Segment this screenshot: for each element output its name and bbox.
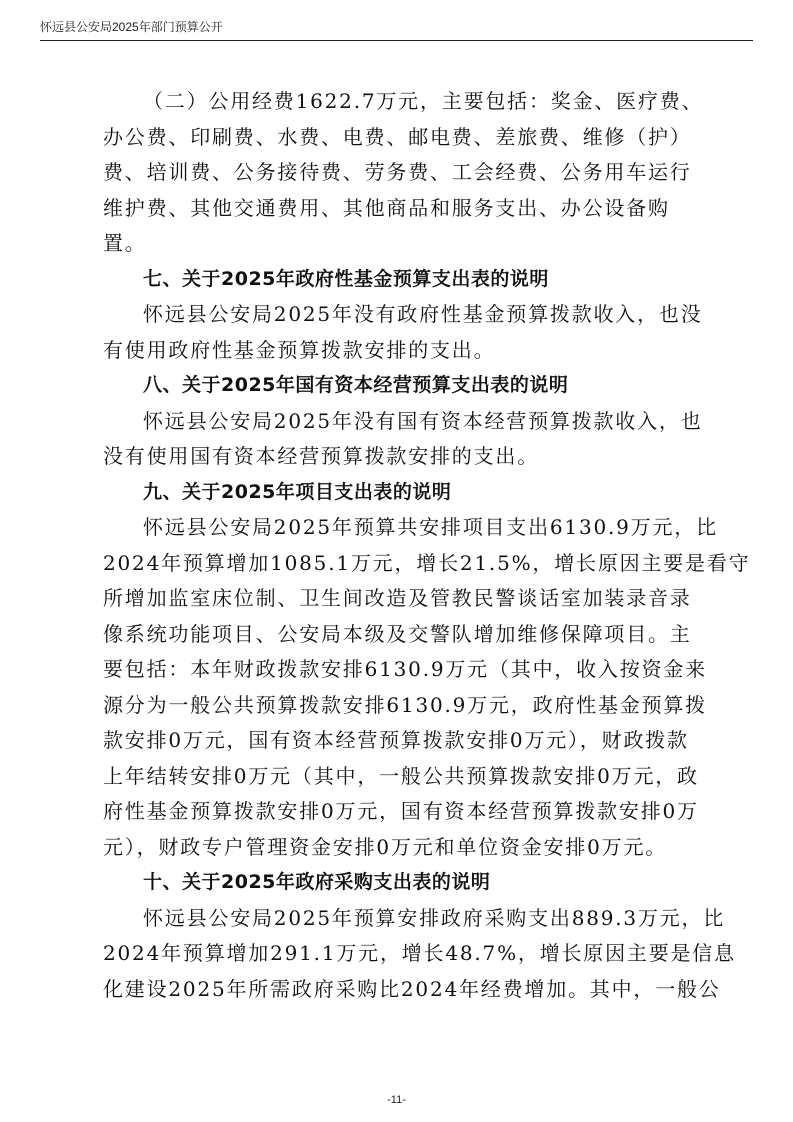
paragraph-state-capital (103, 404, 703, 475)
paragraph-project-expenditure (103, 510, 751, 865)
section-heading-ten: 十、关于2025年政府采购支出表的说明 (143, 871, 491, 893)
text-line: 维护费、其他交通费用、其他商品和服务支出、办公设备购 (103, 195, 670, 220)
text-line: 没有使用国有资本经营预算拨款安排的支出。 (103, 444, 539, 468)
page-header (40, 14, 753, 41)
text-line: 所增加监室床位制、卫生间改造及管教民警谈话室加装录音录 (103, 586, 692, 610)
paragraph-government-fund (103, 297, 703, 368)
text-line: 怀远县公安局2025年预算安排政府采购支出889.3万元，比 (143, 905, 726, 930)
text-line: 费、培训费、公务接待费、劳务费、工会经费、公务用车运行 (103, 160, 692, 184)
text-line: 府性基金预算拨款安排0万元，国有资本经营预算拨款安排0万 (103, 799, 699, 823)
text-line: 像系统功能项目、公安局本级及交警队增加维修保障项目。主 (103, 621, 692, 646)
paragraph-public-expenses (103, 84, 704, 262)
text-line: 源分为一般公共预算拨款安排6130.9万元，政府性基金预算拨 (103, 692, 707, 717)
text-line: 置。 (103, 231, 147, 255)
text-line: 怀远县公安局2025年预算共安排项目支出6130.9万元，比 (143, 515, 718, 539)
section-heading-seven: 七、关于2025年政府性基金预算支出表的说明 (143, 267, 549, 290)
text-line: 化建设2025年所需政府采购比2024年经费增加。其中，一般公 (103, 976, 721, 1001)
page-number: -11- (387, 1094, 406, 1106)
text-line: 有使用政府性基金预算拨款安排的支出。 (103, 337, 496, 362)
text-line: 要包括：本年财政拨款安排6130.9万元（其中，收入按资金来 (103, 657, 707, 681)
text-line: 2024年预算增加291.1万元，增长48.7%，增长原因主要是信息 (103, 941, 736, 965)
section-heading-eight: 八、关于2025年国有资本经营预算支出表的说明 (143, 374, 569, 396)
text-line: 元），财政专户管理资金安排0万元和单位资金安排0万元。 (103, 834, 668, 859)
text-line: 怀远县公安局2025年没有国有资本经营预算拨款收入，也 (143, 408, 703, 433)
document-body (103, 84, 751, 1007)
text-line: 怀远县公安局2025年没有政府性基金预算拨款收入，也没 (143, 302, 703, 326)
text-line: 上年结转安排0万元（其中，一般公共预算拨款安排0万元，政 (103, 763, 699, 788)
document-title: 怀远县公安局2025年部门预算公开 (40, 20, 223, 34)
text-line: 款安排0万元，国有资本经营预算拨款安排0万元），财政拨款 (103, 728, 689, 752)
section-heading-nine: 九、关于2025年项目支出表的说明 (143, 480, 452, 503)
paragraph-procurement (103, 901, 736, 1008)
text-line: （二）公用经费1622.7万元，主要包括：奖金、医疗费、 (143, 89, 704, 113)
text-line: 2024年预算增加1085.1万元，增长21.5%，增长原因主要是看守 (103, 550, 751, 575)
text-line: 办公费、印刷费、水费、电费、邮电费、差旅费、维修（护） (103, 124, 692, 149)
